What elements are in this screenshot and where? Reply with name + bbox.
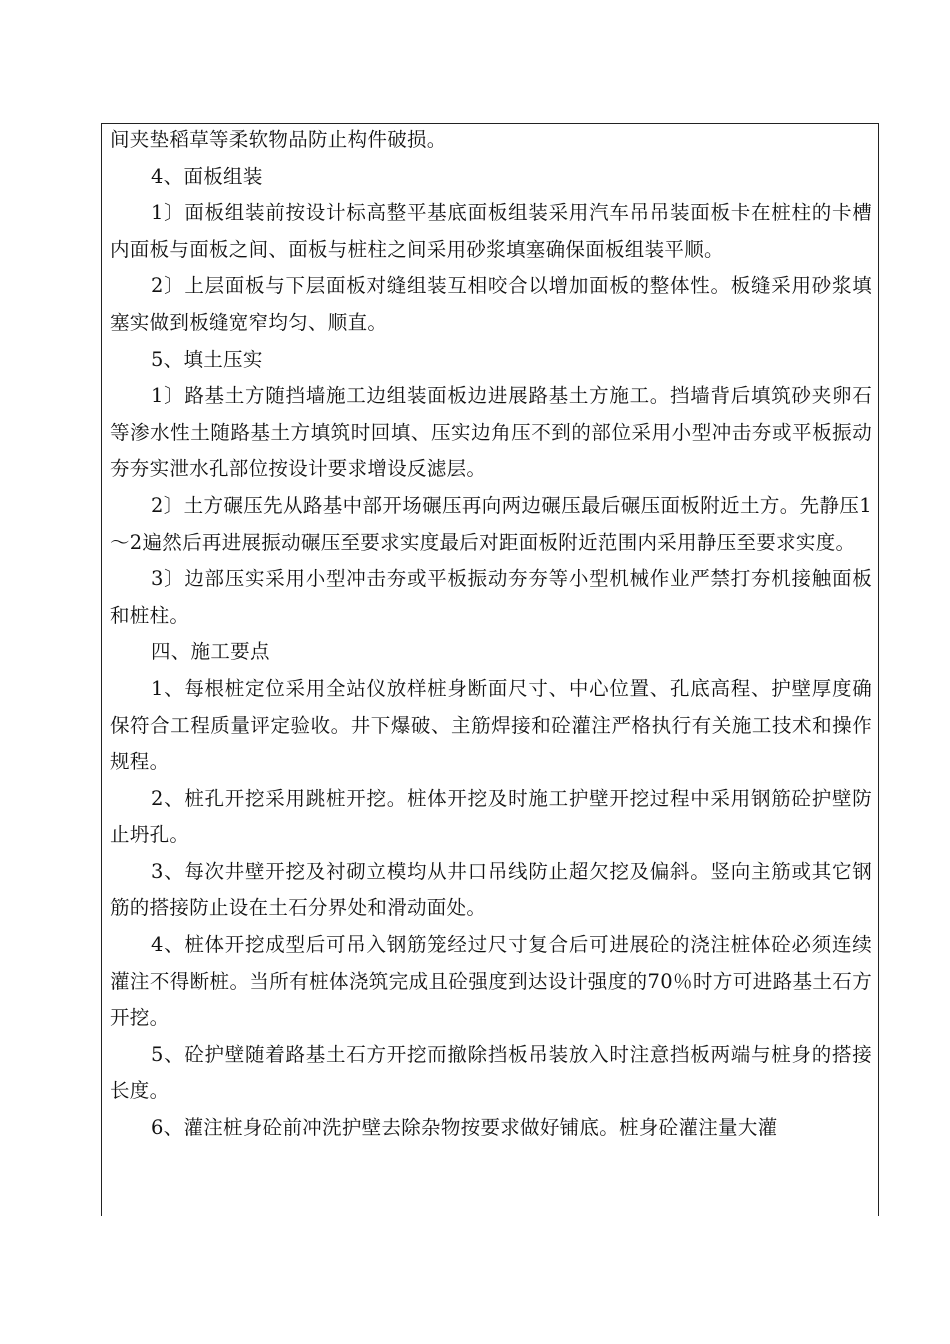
paragraph: 5、砼护壁随着路基土石方开挖而撤除挡板吊装放入时注意挡板两端与桩身的搭接长度。 (110, 1042, 872, 1103)
paragraph: 1〕面板组装前按设计标高整平基底面板组装采用汽车吊吊装面板卡在桩柱的卡槽内面板与面板之间、面板与桩柱之间采用砂浆填塞确保面板组装平顺。 (110, 201, 872, 261)
section-heading: 5、填土压实 (150, 347, 263, 371)
paragraph: 2、桩孔开挖采用跳桩开挖。桩体开挖及时施工护壁开挖过程中采用钢筋砼护壁防止坍孔。 (110, 786, 872, 847)
document-table-cell (101, 123, 879, 1216)
paragraph: 间夹垫稻草等柔软物品防止构件破损。 (110, 128, 447, 151)
section-heading: 4、面板组装 (150, 164, 263, 188)
paragraph: 1〕路基土方随挡墙施工边组装面板边进展路基土方施工。挡墙背后填筑砂夹卵石等渗水性土随路基土方填筑时回填、压实边角压不到的部位采用小型冲击夯或平板振动夯夯实泄水孔部位按设计要求增设反滤层。 (110, 384, 872, 481)
paragraph: 2〕土方碾压先从路基中部开场碾压再向两边碾压最后碾压面板附近土方。先静压1～2遍然后再进展振动碾压至要求实度最后对距面板附近范围内采用静压至要求实度。 (110, 493, 872, 554)
paragraph: 3、每次井壁开挖及衬砌立模均从井口吊线防止超欠挖及偏斜。竖向主筋或其它钢筋的搭接防止设在土石分界处和滑动面处。 (110, 859, 872, 920)
paragraph: 3〕边部压实采用小型冲击夯或平板振动夯夯等小型机械作业严禁打夯机接触面板和桩柱。 (110, 567, 872, 627)
paragraph: 2〕上层面板与下层面板对缝组装互相咬合以增加面板的整体性。板缝采用砂浆填塞实做到板缝宽窄均匀、顺直。 (110, 274, 872, 334)
paragraph: 4、桩体开挖成型后可吊入钢筋笼经过尺寸复合后可进展砼的浇注桩体砼必须连续灌注不得断桩。当所有桩体浇筑完成且砼强度到达设计强度的70％时方可进路基土石方开挖。 (110, 933, 872, 1030)
paragraph: 6、灌注桩身砼前冲洗护壁去除杂物按要求做好铺底。桩身砼灌注量大灌 (150, 1116, 778, 1140)
paragraph: 1、每根桩定位采用全站仪放样桩身断面尺寸、中心位置、孔底高程、护壁厚度确保符合工程质量评定验收。井下爆破、主筋焊接和砼灌注严格执行有关施工技术和操作规程。 (110, 676, 872, 774)
section-heading: 四、施工要点 (150, 640, 270, 664)
